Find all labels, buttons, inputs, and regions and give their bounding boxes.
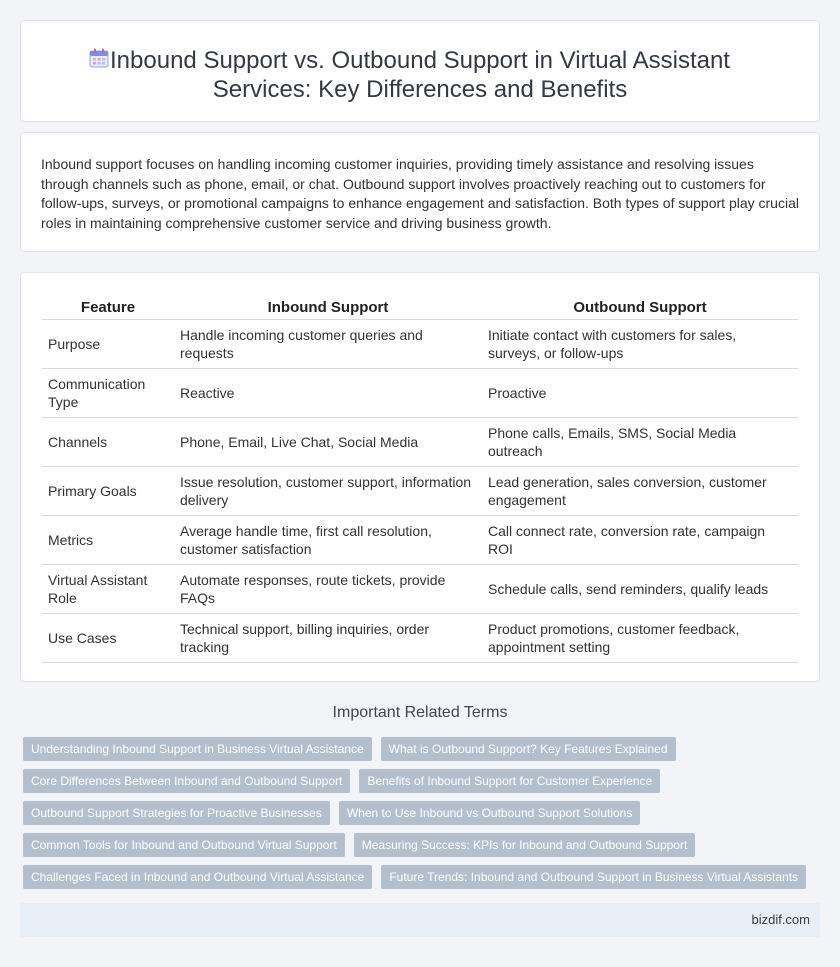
row-feature-cell: Virtual Assistant Role — [42, 564, 174, 613]
row-feature-cell: Primary Goals — [42, 466, 174, 515]
row-inbound-cell: Average handle time, first call resolution, customer satisfaction — [174, 515, 482, 564]
page-title-line-2: Services: Key Differences and Benefits — [212, 76, 628, 103]
related-term-link[interactable]: Benefits of Inbound Support for Customer Experience — [359, 769, 660, 793]
footer — [20, 903, 820, 937]
tag-row — [23, 801, 813, 825]
table-row — [42, 515, 798, 564]
intro-card — [20, 132, 820, 252]
tag-row — [23, 737, 813, 761]
related-term-link[interactable]: Common Tools for Inbound and Outbound Virtual Support — [23, 833, 345, 857]
related-terms-heading: Important Related Terms — [332, 704, 508, 721]
related-term-link[interactable]: Challenges Faced in Inbound and Outbound Virtual Assistance — [23, 865, 372, 889]
header-card — [20, 20, 820, 122]
comparison-table — [42, 295, 798, 663]
page-title — [21, 46, 819, 104]
table-row — [42, 319, 798, 368]
row-feature-cell: Metrics — [42, 515, 174, 564]
table-row — [42, 368, 798, 417]
row-outbound-cell: Schedule calls, send reminders, qualify leads — [482, 564, 798, 613]
row-outbound-cell: Phone calls, Emails, SMS, Social Media outreach — [482, 417, 798, 466]
row-outbound-cell: Lead generation, sales conversion, customer engagement — [482, 466, 798, 515]
intro-paragraph: Inbound support focuses on handling incoming customer inquiries, providing timely assistance and resolving issues through channels such as phone, email, or chat. Outbound support involves proactively reaching out to customers for follow-ups, surveys, or promotional campaigns to enhance engagement and satisfaction. Both types of support play crucial roles in maintaining comprehensive customer service and driving business growth. — [41, 156, 799, 231]
row-outbound-cell: Proactive — [482, 368, 798, 417]
tag-row — [23, 865, 813, 889]
related-term-link[interactable]: Measuring Success: KPIs for Inbound and Outbound Support — [354, 833, 696, 857]
table-header-row — [42, 295, 798, 319]
row-feature-cell: Use Cases — [42, 613, 174, 662]
row-inbound-cell: Automate responses, route tickets, provide FAQs — [174, 564, 482, 613]
related-term-link[interactable]: Core Differences Between Inbound and Outbound Support — [23, 769, 350, 793]
row-outbound-cell: Product promotions, customer feedback, appointment setting — [482, 613, 798, 662]
table-row — [42, 417, 798, 466]
related-term-link[interactable]: Outbound Support Strategies for Proactive Businesses — [23, 801, 330, 825]
row-inbound-cell: Reactive — [174, 368, 482, 417]
related-term-link[interactable]: Future Trends: Inbound and Outbound Support in Business Virtual Assistants — [381, 865, 806, 889]
row-outbound-cell: Call connect rate, conversion rate, campaign ROI — [482, 515, 798, 564]
footer-site-link[interactable]: bizdif.com — [751, 912, 810, 927]
related-term-link[interactable]: Understanding Inbound Support in Business Virtual Assistance — [23, 737, 372, 761]
row-outbound-cell: Initiate contact with customers for sales, surveys, or follow-ups — [482, 319, 798, 368]
related-terms-list — [23, 737, 813, 897]
tag-row — [23, 833, 813, 857]
page-title-line-1: Inbound Support vs. Outbound Support in Virtual Assistant — [110, 47, 730, 74]
tag-row — [23, 769, 813, 793]
row-feature-cell: Communication Type — [42, 368, 174, 417]
row-feature-cell: Channels — [42, 417, 174, 466]
row-inbound-cell: Issue resolution, customer support, information delivery — [174, 466, 482, 515]
related-term-link[interactable]: What is Outbound Support? Key Features Explained — [381, 737, 676, 761]
row-feature-cell: Purpose — [42, 319, 174, 368]
column-header-feature: Feature — [42, 295, 174, 319]
row-inbound-cell: Phone, Email, Live Chat, Social Media — [174, 417, 482, 466]
table-row — [42, 613, 798, 662]
row-inbound-cell: Handle incoming customer queries and requests — [174, 319, 482, 368]
column-header-inbound: Inbound Support — [174, 295, 482, 319]
table-row — [42, 466, 798, 515]
comparison-table-card — [20, 272, 820, 682]
row-inbound-cell: Technical support, billing inquiries, order tracking — [174, 613, 482, 662]
column-header-outbound: Outbound Support — [482, 295, 798, 319]
table-row — [42, 564, 798, 613]
related-term-link[interactable]: When to Use Inbound vs Outbound Support Solutions — [339, 801, 641, 825]
